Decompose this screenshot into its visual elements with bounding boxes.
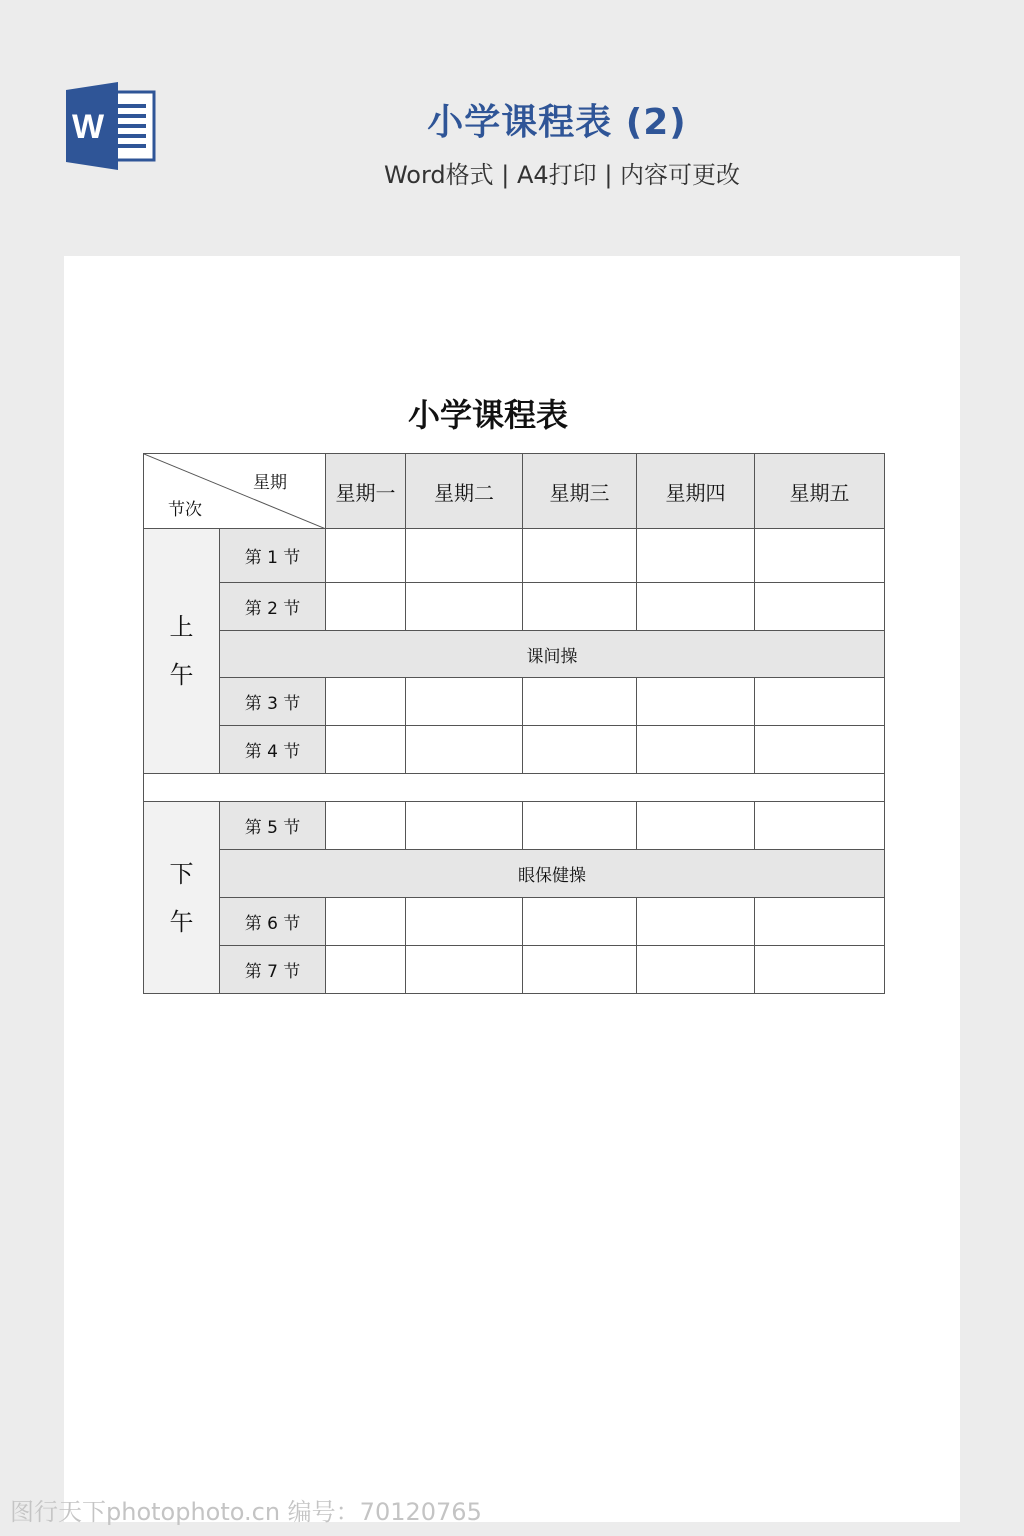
watermark: 图行天下photophoto.cn 编号：70120765 (10, 1498, 482, 1526)
schedule-cell[interactable] (326, 802, 406, 850)
schedule-cell[interactable] (406, 802, 523, 850)
lesson-label: 第 7 节 (220, 946, 326, 994)
schedule-cell[interactable] (523, 583, 637, 631)
schedule-cell[interactable] (406, 529, 523, 583)
table-row (144, 726, 885, 774)
break-row (144, 850, 885, 898)
schedule-cell[interactable] (523, 529, 637, 583)
schedule-cell[interactable] (637, 726, 755, 774)
document-title: 小学课程表 (407, 396, 568, 434)
schedule-cell[interactable] (523, 946, 637, 994)
schedule-cell[interactable] (755, 583, 885, 631)
schedule-cell[interactable] (637, 802, 755, 850)
day-header: 星期四 (637, 454, 755, 529)
day-header: 星期三 (523, 454, 637, 529)
schedule-cell[interactable] (406, 583, 523, 631)
schedule-cell[interactable] (637, 529, 755, 583)
page-title: 小学课程表 (2) (427, 102, 687, 143)
schedule-cell[interactable] (523, 898, 637, 946)
lesson-label: 第 6 节 (220, 898, 326, 946)
corner-lesson-label: 节次 (168, 500, 202, 520)
table-header-row (144, 454, 885, 529)
lesson-label: 第 4 节 (220, 726, 326, 774)
break-afternoon: 眼保健操 (220, 850, 885, 898)
lesson-label: 第 1 节 (220, 529, 326, 583)
table-row (144, 946, 885, 994)
day-header: 星期一 (326, 454, 406, 529)
corner-cell (144, 454, 326, 529)
schedule-cell[interactable] (523, 726, 637, 774)
schedule-cell[interactable] (406, 726, 523, 774)
schedule-table (143, 453, 885, 994)
lesson-label: 第 3 节 (220, 678, 326, 726)
table-row (144, 583, 885, 631)
schedule-cell[interactable] (755, 529, 885, 583)
schedule-cell[interactable] (637, 946, 755, 994)
schedule-cell[interactable] (326, 726, 406, 774)
table-row (144, 898, 885, 946)
lesson-label: 第 5 节 (220, 802, 326, 850)
break-row (144, 631, 885, 678)
schedule-cell[interactable] (326, 583, 406, 631)
schedule-cell[interactable] (637, 898, 755, 946)
schedule-cell[interactable] (326, 529, 406, 583)
schedule-cell[interactable] (755, 898, 885, 946)
page-subtitle: Word格式 | A4打印 | 内容可更改 (383, 161, 741, 189)
day-header: 星期五 (755, 454, 885, 529)
schedule-cell[interactable] (637, 678, 755, 726)
schedule-cell[interactable] (523, 802, 637, 850)
schedule-cell[interactable] (406, 678, 523, 726)
day-header: 星期二 (406, 454, 523, 529)
schedule-cell[interactable] (755, 802, 885, 850)
schedule-cell[interactable] (326, 678, 406, 726)
table-row (144, 802, 885, 850)
table-row (144, 529, 885, 583)
schedule-cell[interactable] (755, 726, 885, 774)
schedule-cell[interactable] (326, 946, 406, 994)
table-row (144, 678, 885, 726)
break-morning: 课间操 (220, 631, 885, 678)
schedule-cell[interactable] (326, 898, 406, 946)
word-icon-letter: W (71, 108, 105, 146)
corner-weekday-label: 星期 (253, 473, 287, 493)
lunch-spacer (144, 774, 885, 802)
schedule-cell[interactable] (523, 678, 637, 726)
lesson-label: 第 2 节 (220, 583, 326, 631)
morning-label: 上 午 (144, 529, 220, 774)
schedule-cell[interactable] (406, 898, 523, 946)
schedule-cell[interactable] (755, 946, 885, 994)
spacer-row (144, 774, 885, 802)
afternoon-label: 下 午 (144, 802, 220, 994)
schedule-cell[interactable] (406, 946, 523, 994)
schedule-cell[interactable] (755, 678, 885, 726)
schedule-cell[interactable] (637, 583, 755, 631)
